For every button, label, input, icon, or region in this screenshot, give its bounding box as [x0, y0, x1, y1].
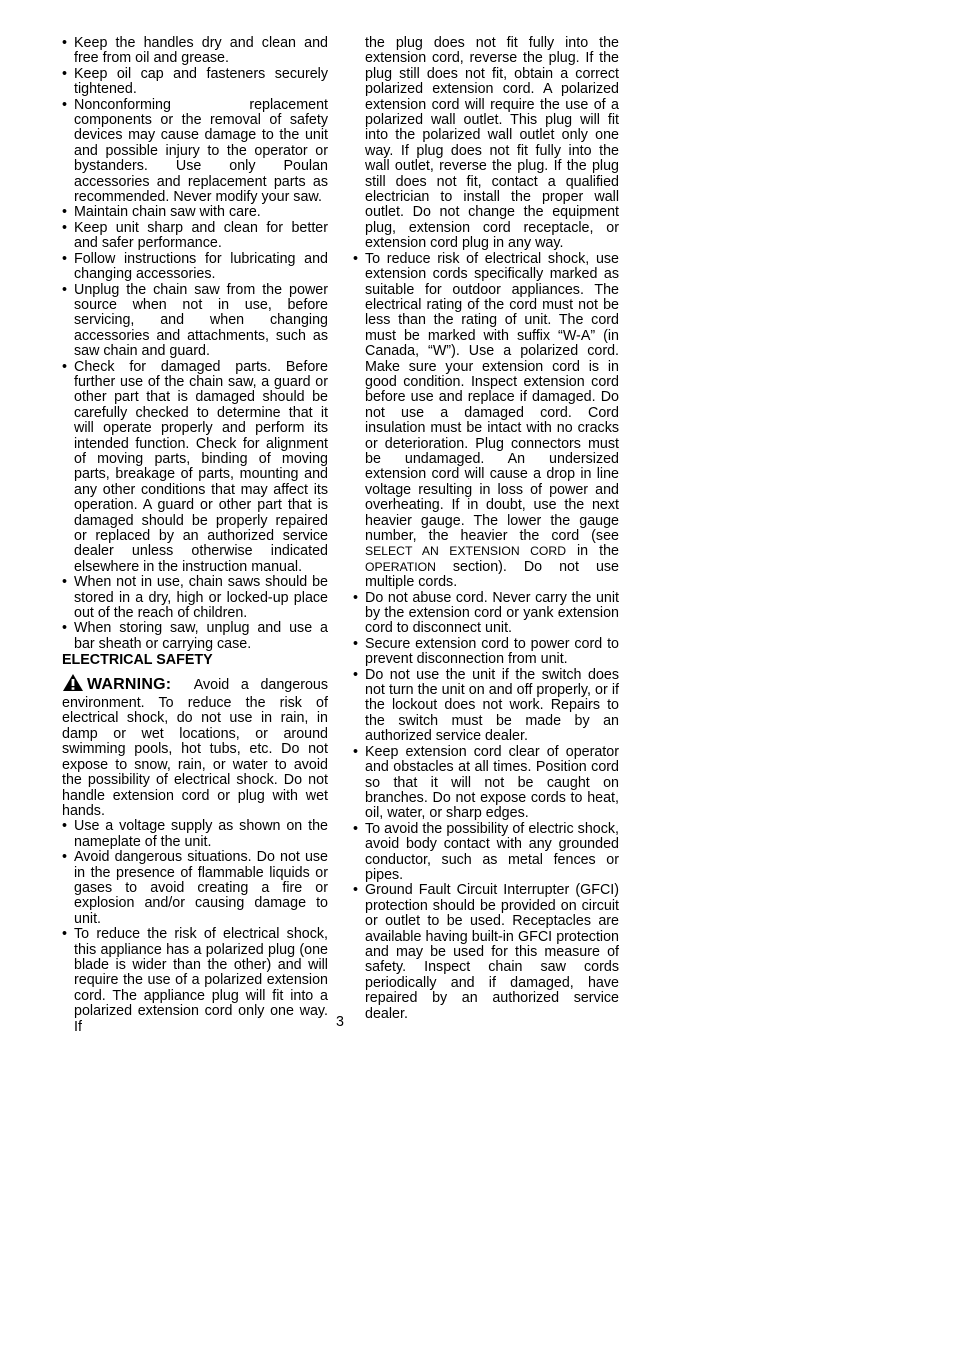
warning-label: WARNING: — [87, 675, 172, 693]
maintenance-list — [62, 36, 328, 652]
list-item-extension-cord — [353, 252, 619, 591]
section-reference-select-extension-cord: SELECT AN EXTENSION CORD — [365, 544, 566, 559]
list-item: • Nonconforming replacement components or the removal of safety devices may cause damage to the unit and possible injury to the operator or bystanders. Use only Poulan accessories and replacement parts as recommended. Never modify your saw. — [62, 98, 328, 206]
list-item: • Maintain chain saw with care. — [62, 205, 328, 220]
section-reference-operation: OPERATION — [365, 559, 436, 574]
list-item: • Avoid dangerous situations. Do not use in the presence of flammable liquids or gases to avoid creating a fire or explosion and/or causing damage to unit. — [62, 850, 328, 927]
list-item: • Keep the handles dry and clean and free from oil and grease. — [62, 36, 328, 67]
electrical-safety-list — [62, 819, 328, 1035]
right-column — [353, 36, 619, 1022]
list-item: • Unplug the chain saw from the power source when not in use, before servicing, and when changing accessories and attachments, such as saw chain and guard. — [62, 283, 328, 360]
extension-cord-list — [353, 252, 619, 1022]
cord-text-after: section). Do not use multiple cords. — [365, 558, 619, 591]
list-item: • When storing saw, unplug and use a bar sheath or carrying case. — [62, 621, 328, 652]
list-item: • Keep oil cap and fasteners securely tightened. — [62, 67, 328, 98]
left-column — [62, 36, 328, 1035]
warning-triangle-icon — [62, 673, 84, 696]
list-item: • To reduce the risk of electrical shock, this appliance has a polarized plug (one blade is wider than the other) and will require the use of a polarized extension cord. The appliance plug will fit into a polarized extension cord only one way. If — [62, 927, 328, 1035]
continued-paragraph: the plug does not fit fully into the extension cord, reverse the plug. If the plug still does not fit, obtain a correct polarized extension cord. A polarized extension cord will require the use of a polarized wall outlet. This plug will fit into the polarized wall outlet only one way. If plug does not fit fully into the wall outlet, reverse the plug. If the plug still does not fit, contact a qualified electrician to install the proper wall outlet. Do not change the equipment plug, extension cord receptacle, or extension cord plug in any way. — [365, 35, 619, 252]
list-item: • Check for damaged parts. Before further use of the chain saw, a guard or other part that is damaged should be carefully checked to determine that it will operate properly and perform its intended function. Check for alignment of moving parts, binding of moving parts, breakage of parts, mounting and any other conditions that may affect its operation. A guard or other part that is damaged should be properly repaired or replaced by an authorized service dealer unless otherwise indicated elsewhere in the instruction manual. — [62, 360, 328, 576]
list-item: • Keep unit sharp and clean for better and safer performance. — [62, 221, 328, 252]
list-item: • Ground Fault Circuit Interrupter (GFCI) protection should be provided on circuit or outlet to be used. Receptacles are available having built-in GFCI protection and may be used for this measure of safety. Inspect chain saw cords periodically and if damaged, have repaired by an authorized service dealer. — [353, 883, 619, 1022]
cord-text-middle: in the — [566, 543, 619, 560]
section-heading-electrical-safety: ELECTRICAL SAFETY — [62, 652, 213, 669]
list-item: • Use a voltage supply as shown on the nameplate of the unit. — [62, 819, 328, 850]
warning-text: Avoid a dangerous environment. To reduce the risk of electrical shock, do not use in rain, in damp or wet locations, or around swimming pools, hot tubs, etc. Do not expose to snow, rain, or water to avoid the possibility of electrical shock. Do not handle extension cord or plug with wet hands. — [62, 676, 329, 819]
list-item: • To avoid the possibility of electric shock, avoid body contact with any grounded conductor, such as metal fences or pipes. — [353, 822, 619, 884]
page-number: 3 — [336, 1014, 344, 1030]
list-item: • Do not use the unit if the switch does not turn the unit on and off properly, or if the lockout does not work. Repairs to the switch must be made by an authorized service dealer. — [353, 668, 619, 745]
list-item: • Secure extension cord to power cord to prevent disconnection from unit. — [353, 637, 619, 668]
warning-paragraph — [62, 673, 328, 820]
list-item: • Do not abuse cord. Never carry the unit by the extension cord or yank extension cord to disconnect unit. — [353, 591, 619, 637]
list-item: • Keep extension cord clear of operator and obstacles at all times. Position cord so that it will not be caught on branches. Do not expose cords to heat, oil, water, or sharp edges. — [353, 745, 619, 822]
list-item: • When not in use, chain saws should be stored in a dry, high or locked-up place out of the reach of children. — [62, 575, 328, 621]
cord-text-before: To reduce risk of electrical shock, use extension cords specifically marked as suitable for outdoor appliances. The electrical rating of the cord must not be less than the rating of unit. The cord must be marked with suffix “W-A” (in Canada, “W”). Use a polarized cord. Make sure your extension cord is in good condition. Inspect extension cord before use and replace if damaged. Do not use a damaged cord. Cord insulation must be intact with no cracks or deterioration. Plug connectors must be undamaged. An undersized extension cord will cause a drop in line voltage resulting in loss of power and overheating. If in doubt, use the next heavier gauge. The lower the gauge number, the heavier the cord (see — [365, 250, 619, 544]
list-item: • Follow instructions for lubricating and changing accessories. — [62, 252, 328, 283]
